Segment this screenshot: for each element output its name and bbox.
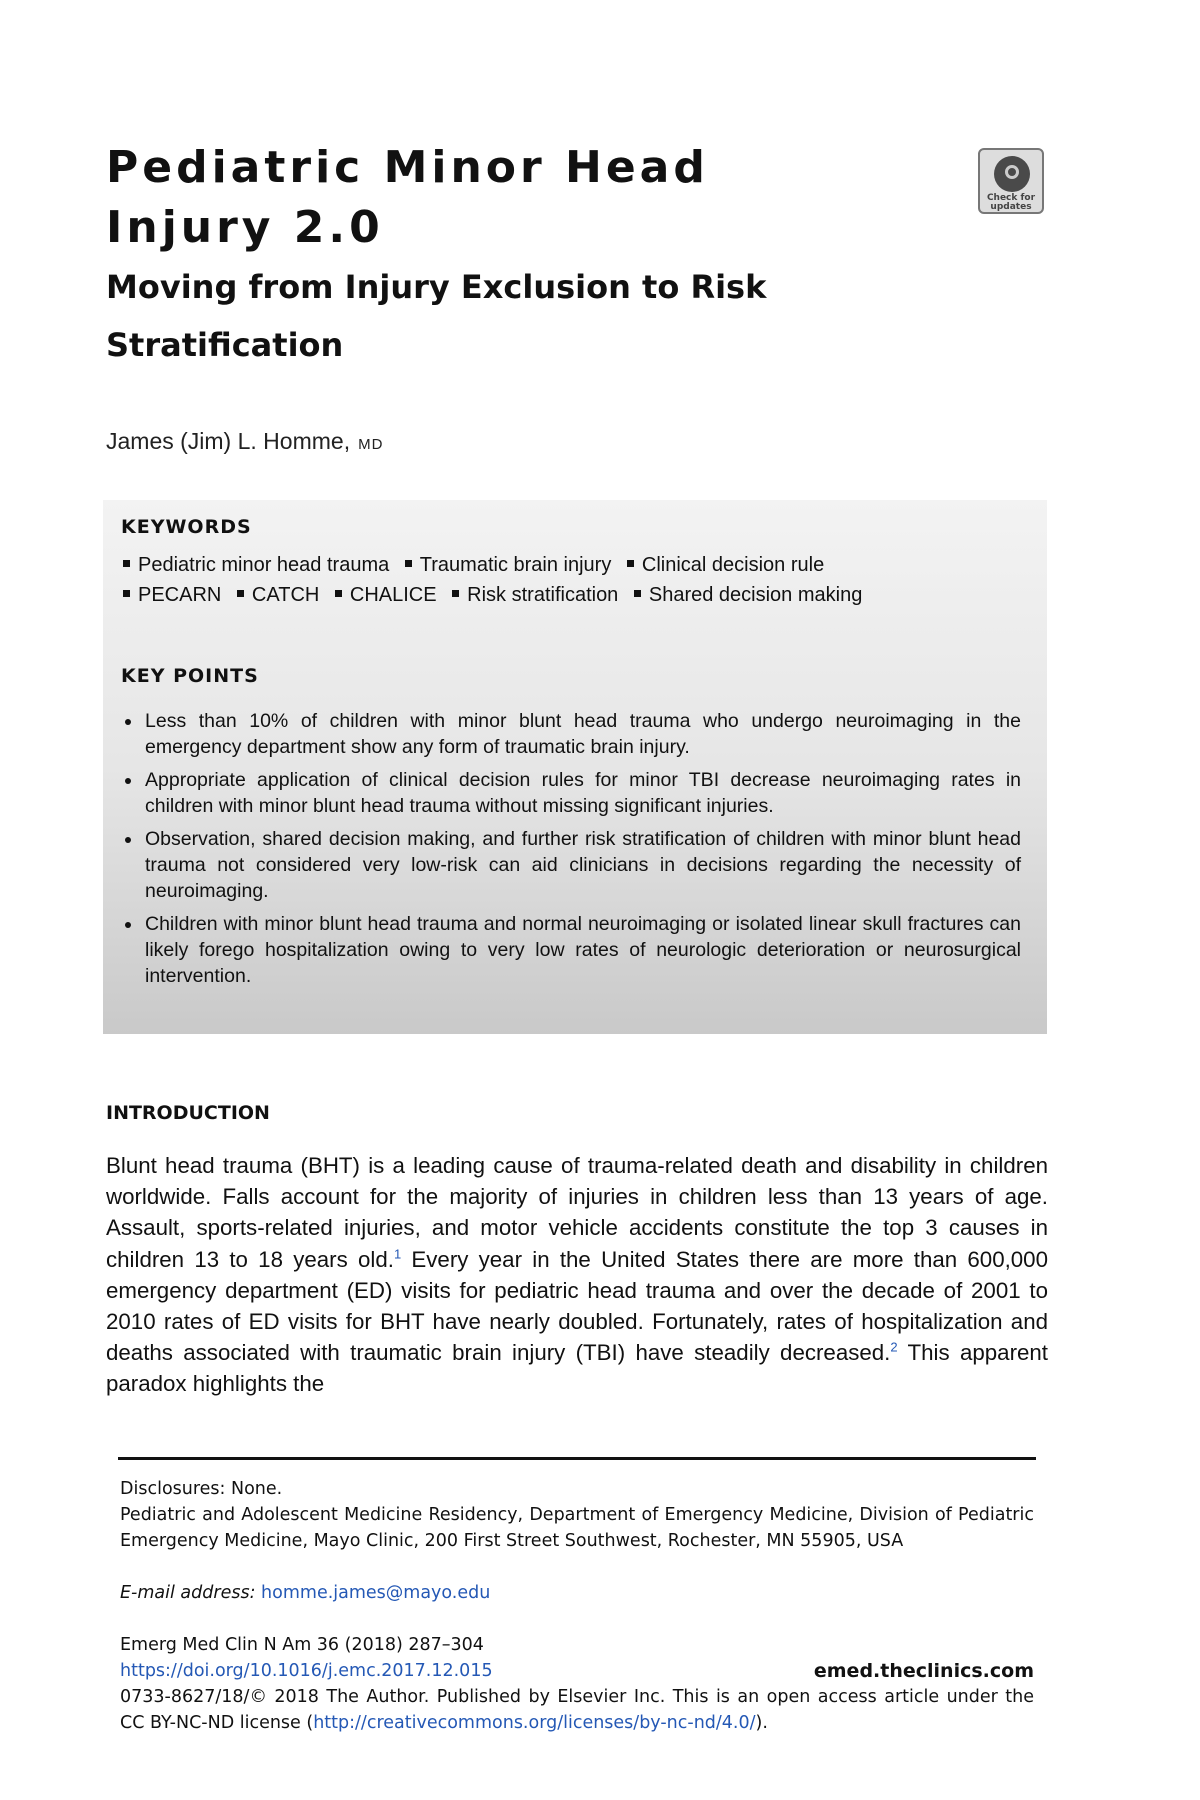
disclosures: Disclosures: None. [120, 1479, 283, 1499]
author-name: James (Jim) L. Homme, [106, 428, 351, 454]
license-link[interactable]: http://creativecommons.org/licenses/by-nc-nd/4.0/ [313, 1713, 756, 1733]
key-point-item: Less than 10% of children with minor blunt head trauma who undergo neuroimaging in the emergency department show any form of traumatic brain injury. [121, 708, 1021, 760]
keywords-heading: KEYWORDS [121, 516, 252, 538]
badge-text-line-2: updates [990, 202, 1032, 212]
badge-text-line-1: Check for [986, 193, 1036, 203]
license-text [120, 1684, 1034, 1736]
key-points-heading: KEY POINTS [121, 665, 259, 687]
site-link[interactable]: emed.theclinics.com [813, 1660, 1034, 1682]
article-subtitle [106, 258, 806, 374]
author-line [106, 428, 383, 455]
doi-line [120, 1658, 1034, 1684]
author-degree: MD [358, 436, 384, 453]
bullet-square-icon [123, 560, 130, 567]
keywords-line-1 [121, 550, 1031, 580]
bullet-square-icon [237, 590, 244, 597]
license-part-2: ). [755, 1713, 768, 1733]
bullet-square-icon [405, 560, 412, 567]
keyword-item: Risk stratification [467, 584, 619, 606]
keywords-box [103, 500, 1047, 1034]
intro-text-2: Every year in the United States there are more than 600,000 emergency department (ED) visits for pediatric head trauma and over the decade of 2001 to 2010 rates of ED visits for BHT have nearly doubled. Fortunately, rates of hospitalization and deaths associated with traumatic brain injury (TBI) have steadily decreased. [106, 1246, 1048, 1366]
keywords-line-2 [121, 580, 1031, 610]
check-for-updates-button[interactable] [978, 148, 1044, 214]
journal-citation: Emerg Med Clin N Am 36 (2018) 287–304 [120, 1635, 484, 1655]
bullet-square-icon [335, 590, 342, 597]
title-line-1: Pediatric Minor Head [106, 142, 709, 193]
article-title [106, 138, 746, 258]
reference-link-2[interactable]: 2 [890, 1339, 898, 1355]
keyword-item: PECARN [138, 584, 222, 606]
key-points-list [121, 708, 1021, 996]
badge-label [980, 194, 1042, 212]
update-badge-ring [1005, 165, 1019, 179]
title-line-2: Injury 2.0 [106, 202, 384, 253]
subtitle-line-1: Moving from Injury Exclusion to Risk [106, 268, 767, 306]
keyword-item: Traumatic brain injury [419, 554, 612, 576]
bullet-square-icon [634, 590, 641, 597]
reference-link-1[interactable]: 1 [393, 1246, 402, 1262]
key-point-item: Appropriate application of clinical decision rules for minor TBI decrease neuroimaging rates in children with minor blunt head trauma without missing significant injuries. [121, 767, 1021, 819]
keyword-item: Pediatric minor head trauma [138, 554, 390, 576]
introduction-paragraph [106, 1150, 1048, 1400]
bullet-square-icon [627, 560, 634, 567]
keyword-item: Shared decision making [648, 584, 863, 606]
email-line [120, 1580, 1034, 1606]
affiliation: Pediatric and Adolescent Medicine Residency, Department of Emergency Medicine, Division of Pediatric Emergency Medicine, Mayo Clinic, 200 First Street Southwest, Rochester, MN 55905, USA [120, 1505, 1034, 1551]
license-part-1: 0733-8627/18/© 2018 The Author. Published by Elsevier Inc. This is an open access article under the CC BY-NC-ND license ( [120, 1687, 1034, 1733]
email-link[interactable]: homme.james@mayo.edu [261, 1583, 491, 1603]
intro-text-3: This apparent paradox highlights the [106, 1340, 1048, 1397]
key-point-item: Children with minor blunt head trauma and normal neuroimaging or isolated linear skull fractures can likely forego hospitalization owing to very low rates of neurologic deterioration or neurosurgical intervention. [121, 911, 1021, 989]
keyword-item: Clinical decision rule [641, 554, 825, 576]
keyword-item: CHALICE [349, 584, 437, 606]
subtitle-line-2: Stratification [106, 326, 344, 364]
introduction-heading: INTRODUCTION [106, 1102, 270, 1124]
bullet-square-icon [452, 590, 459, 597]
keyword-item: CATCH [251, 584, 320, 606]
key-point-item: Observation, shared decision making, and further risk stratification of children with minor blunt head trauma not considered very low-risk can aid clinicians in decisions regarding the necessity of neuroimaging. [121, 826, 1021, 904]
intro-text-1: Blunt head trauma (BHT) is a leading cause of trauma-related death and disability in children worldwide. Falls account for the majority of injuries in children less than 13 years of age. Assault, sports-related injuries, and motor vehicle accidents constitute the top 3 causes in children 13 to 18 years old. [106, 1153, 1048, 1272]
bullet-square-icon [123, 590, 130, 597]
footnote-divider [118, 1457, 1036, 1460]
doi-link[interactable]: https://doi.org/10.1016/j.emc.2017.12.015 [120, 1661, 493, 1681]
email-label: E-mail address: [120, 1583, 256, 1603]
